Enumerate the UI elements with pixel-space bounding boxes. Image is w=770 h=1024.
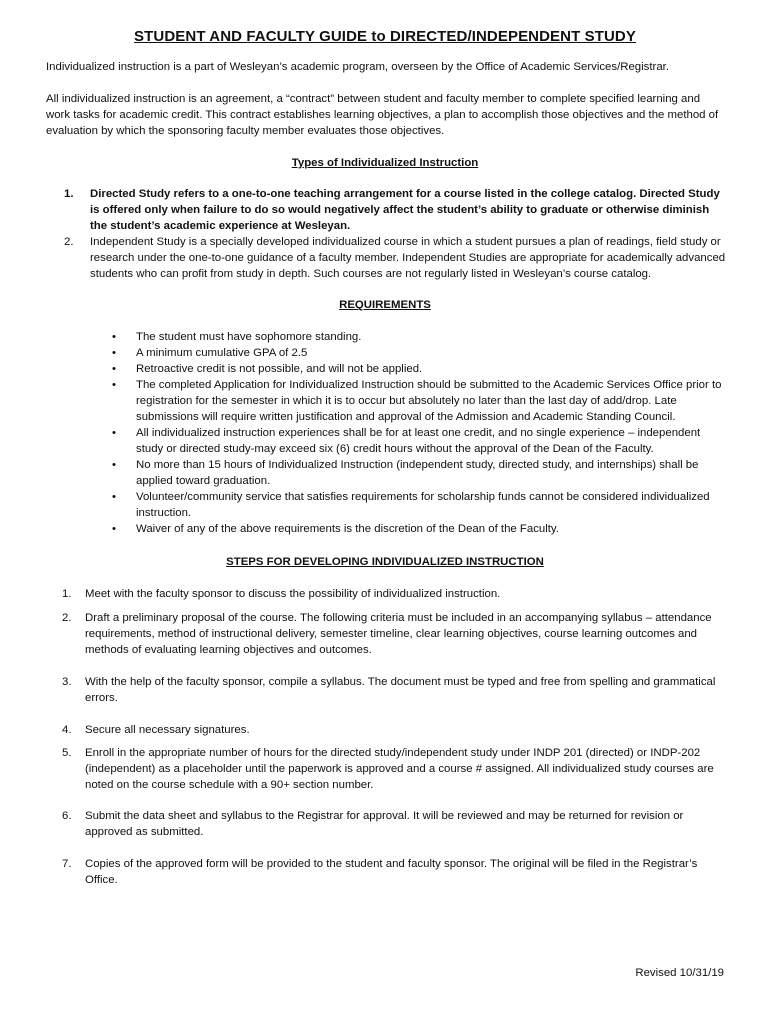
list-item: [112, 377, 726, 425]
bullet-icon: •: [112, 491, 116, 503]
contract-paragraph: All individualized instruction is an agreement, a “contract” between student and faculty member to complete specified learning and work tasks for academic credit. This contract establishes learning objectives, a plan to accomplish those objectives and the method of evaluation by which the sponsoring faculty member evaluates those objectives.: [46, 93, 719, 137]
requirement-text: Waiver of any of the above requirements is the discretion of the Dean of the Faculty.: [136, 523, 559, 535]
types-list: [46, 186, 726, 282]
step-text: Secure all necessary signatures.: [85, 724, 250, 736]
list-item: [112, 361, 726, 377]
requirements-list: [112, 329, 726, 537]
step-text: With the help of the faculty sponsor, compile a syllabus. The document must be typed and free from spelling and grammatical errors.: [85, 676, 716, 704]
page-title: STUDENT AND FACULTY GUIDE to DIRECTED/INDEPENDENT STUDY: [134, 28, 636, 45]
list-item: [112, 457, 726, 489]
list-number: 2.: [64, 236, 74, 248]
list-item: [46, 186, 726, 234]
step-number: 1.: [62, 588, 72, 600]
step-number: 7.: [62, 858, 72, 870]
requirements-heading: REQUIREMENTS: [339, 299, 431, 311]
list-item: [46, 234, 726, 282]
bullet-icon: •: [112, 459, 116, 471]
intro-paragraph: Individualized instruction is a part of Wesleyan’s academic program, overseen by the Office of Academic Services/Registrar.: [46, 61, 669, 73]
list-item: [112, 489, 726, 521]
step-text: Copies of the approved form will be provided to the student and faculty sponsor. The original will be filed in the Registrar’s Office.: [85, 858, 698, 886]
step-text: Draft a preliminary proposal of the course. The following criteria must be included in an accompanying syllabus – attendance requirements, method of instructional delivery, semester timeline, clear learning objectives, course learning outcomes and methods of evaluating learning objectives and outcomes.: [85, 612, 712, 656]
bullet-icon: •: [112, 331, 116, 343]
step-text: Enroll in the appropriate number of hours for the directed study/independent study under INDP 201 (directed) or INDP-202 (independent) as a placeholder until the paperwork is approved and a course # assigned. All individualized study courses are noted on the course schedule with a 90+ section number.: [85, 747, 714, 791]
requirement-text: No more than 15 hours of Individualized Instruction (independent study, directed study, and internships) shall be applied toward graduation.: [136, 459, 699, 487]
requirement-text: Retroactive credit is not possible, and will not be applied.: [136, 363, 423, 375]
bullet-icon: •: [112, 363, 116, 375]
revision-date: Revised 10/31/19: [635, 967, 724, 979]
step-text: Meet with the faculty sponsor to discuss the possibility of individualized instruction.: [85, 588, 501, 600]
step-number: 6.: [62, 810, 72, 822]
list-item: [112, 345, 726, 361]
requirement-text: The student must have sophomore standing.: [136, 331, 362, 343]
types-heading: Types of Individualized Instruction: [291, 157, 479, 169]
requirement-text: All individualized instruction experiences shall be for at least one credit, and no single experience – independent study or directed study-may exceed six (6) credit hours without the approval of the Dean of the Faculty.: [136, 427, 701, 455]
step-number: 4.: [62, 724, 72, 736]
type-independent-study-text: Independent Study is a specially developed individualized course in which a student pursues a plan of readings, field study or research under the one-to-one guidance of a faculty member. Independent Studies are appropriate for academically advanced students who can profit from study in depth. Such courses are not regularly listed in Wesleyan’s course catalog.: [90, 236, 726, 280]
list-item: [112, 425, 726, 457]
bullet-icon: •: [112, 427, 116, 439]
step-number: 2.: [62, 612, 72, 624]
step-number: 3.: [62, 676, 72, 688]
requirement-text: Volunteer/community service that satisfies requirements for scholarship funds cannot be considered individualized instruction.: [136, 491, 710, 519]
step-text: Submit the data sheet and syllabus to the Registrar for approval. It will be reviewed and may be returned for revision or approved as submitted.: [85, 810, 684, 838]
type-directed-study-text: Directed Study refers to a one-to-one teaching arrangement for a course listed in the college catalog. Directed Study is offered only when failure to do so would negatively affect the student’s ability to graduate or otherwise diminish the student’s academic experience at Wesleyan.: [90, 188, 720, 232]
bullet-icon: •: [112, 347, 116, 359]
list-item: [112, 329, 726, 345]
list-item: [112, 521, 726, 537]
steps-heading: STEPS FOR DEVELOPING INDIVIDUALIZED INSTRUCTION: [226, 556, 544, 568]
bullet-icon: •: [112, 379, 116, 391]
requirement-text: A minimum cumulative GPA of 2.5: [136, 347, 308, 359]
bullet-icon: •: [112, 523, 116, 535]
requirement-text: The completed Application for Individualized Instruction should be submitted to the Academic Services Office prior to registration for the semester in which it is to occur but absolutely no later than the last day of add/drop. Late submissions will require written justification and approval of the Admission and Academic Standing Council.: [136, 379, 722, 423]
step-number: 5.: [62, 747, 72, 759]
list-number: 1.: [64, 188, 74, 200]
